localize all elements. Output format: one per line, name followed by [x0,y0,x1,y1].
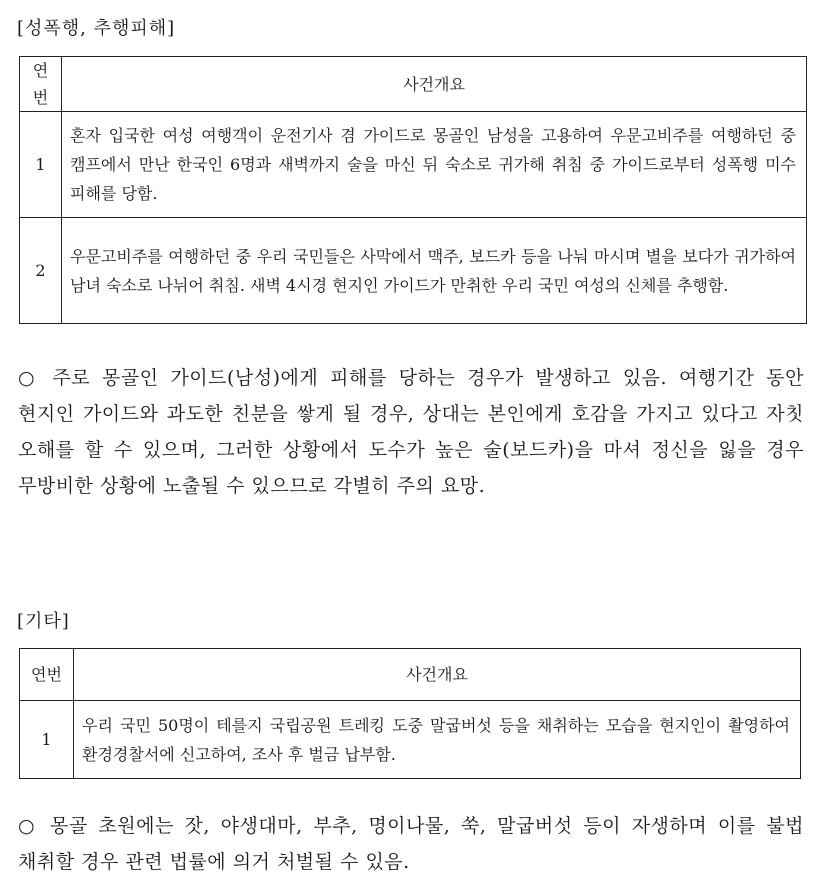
table-header-row [20,649,801,701]
row-number: 1 [20,112,62,218]
column-header-summary: 사건개요 [74,649,801,701]
section-title-assault: [성폭행, 추행피해] [17,18,176,39]
column-header-number: 연번 [20,649,74,701]
row-summary: 우문고비주를 여행하던 중 우리 국민들은 사막에서 맥주, 보드카 등을 나눠 마시며 별을 보다가 귀가하여 남녀 숙소로 나뉘어 취침. 새벽 4시경 현지인 가이드가 만취한 우리 국민 여성의 신체를 추행함. [62,218,807,324]
assault-warning-note: ○ 주로 몽골인 가이드(남성)에게 피해를 당하는 경우가 발생하고 있음. 여행기간 동안 현지인 가이드와 과도한 친분을 쌓게 될 경우, 상대는 본인에게 호감을 가지고 있다고 자칫 오해를 할 수 있으며, 그러한 상황에서 도수가 높은 술(보드카)을 마셔 정신을 잃을 경우 무방비한 상황에 노출될 수 있으므로 각별히 주의 요망. [18,367,804,497]
table-row [20,701,801,779]
column-header-number-line1: 연 [32,61,49,80]
foraging-warning-note: ○ 몽골 초원에는 잣, 야생대마, 부추, 명이나물, 쑥, 말굽버섯 등이 자생하며 이를 불법 채취할 경우 관련 법률에 의거 처벌될 수 있음. [18,815,804,873]
column-header-summary: 사건개요 [62,57,807,112]
other-cases-table [19,648,801,779]
row-summary: 혼자 입국한 여성 여행객이 운전기사 겸 가이드로 몽골인 남성을 고용하여 우문고비주를 여행하던 중 캠프에서 만난 한국인 6명과 새벽까지 술을 마신 뒤 숙소로 귀가해 취침 중 가이드로부터 성폭행 미수 피해를 당함. [62,112,807,218]
column-header-number [20,57,62,112]
section-title-other: [기타] [17,611,70,632]
row-summary: 우리 국민 50명이 테를지 국립공원 트레킹 도중 말굽버섯 등을 채취하는 모습을 현지인이 촬영하여 환경경찰서에 신고하여, 조사 후 벌금 납부함. [74,701,801,779]
assault-cases-table [19,56,807,324]
column-header-number-line2: 번 [32,88,49,107]
row-number: 2 [20,218,62,324]
row-number: 1 [20,701,74,779]
table-row [20,112,807,218]
table-row [20,218,807,324]
table-header-row [20,57,807,112]
